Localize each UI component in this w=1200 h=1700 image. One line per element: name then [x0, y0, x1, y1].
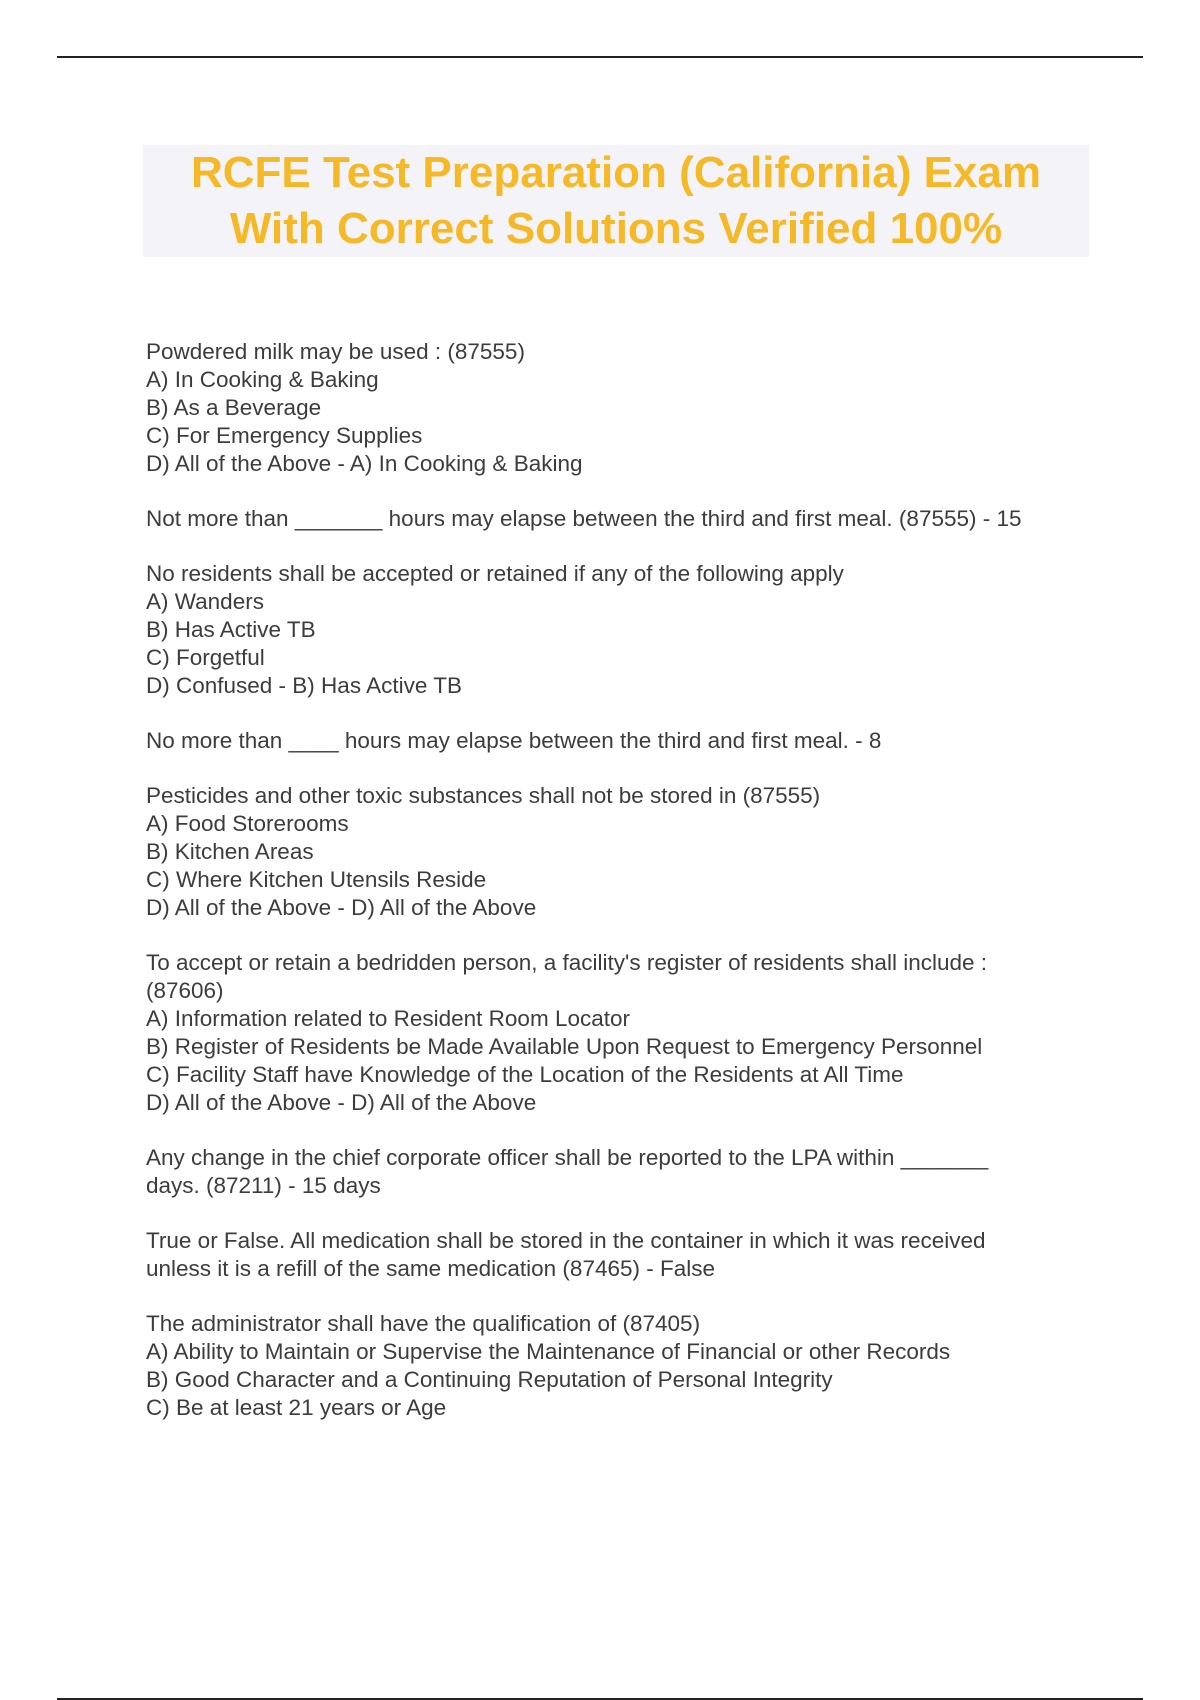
- title-line-2: With Correct Solutions Verified 100%: [229, 204, 1003, 253]
- question-list: [146, 338, 1086, 1449]
- question-block: [146, 727, 1086, 755]
- question-line: days. (87211) - 15 days: [146, 1173, 381, 1198]
- question-line: B) As a Beverage: [146, 395, 322, 420]
- question-line: C) For Emergency Supplies: [146, 423, 423, 448]
- question-line: D) All of the Above - D) All of the Above: [146, 1090, 537, 1115]
- question-block: [146, 1310, 1086, 1422]
- question-line: C) Where Kitchen Utensils Reside: [146, 867, 487, 892]
- question-text: To accept or retain a bedridden person, a facility's register of residents shall include :: [146, 950, 987, 975]
- question-line: unless it is a refill of the same medication (87465) - False: [146, 1256, 716, 1281]
- question-line: C) Be at least 21 years or Age: [146, 1395, 447, 1420]
- question-text: Powdered milk may be used : (87555): [146, 339, 525, 364]
- question-line: B) Register of Residents be Made Available Upon Request to Emergency Personnel: [146, 1034, 983, 1059]
- question-text: Pesticides and other toxic substances shall not be stored in (87555): [146, 783, 821, 808]
- top-rule: [57, 56, 1143, 58]
- question-line: B) Has Active TB: [146, 617, 316, 642]
- question-line: A) Wanders: [146, 589, 264, 614]
- question-block: [146, 505, 1086, 533]
- question-text: No more than ____ hours may elapse between the third and first meal. - 8: [146, 728, 882, 753]
- question-text: Any change in the chief corporate officer shall be reported to the LPA within _______: [146, 1145, 989, 1170]
- question-line: D) All of the Above - D) All of the Above: [146, 895, 537, 920]
- question-line: C) Forgetful: [146, 645, 265, 670]
- question-line: D) Confused - B) Has Active TB: [146, 673, 462, 698]
- question-line: D) All of the Above - A) In Cooking & Baking: [146, 451, 583, 476]
- question-text: The administrator shall have the qualification of (87405): [146, 1311, 701, 1336]
- question-line: B) Good Character and a Continuing Reputation of Personal Integrity: [146, 1367, 833, 1392]
- question-line: C) Facility Staff have Knowledge of the Location of the Residents at All Time: [146, 1062, 904, 1087]
- question-line: A) Ability to Maintain or Supervise the Maintenance of Financial or other Records: [146, 1339, 951, 1364]
- document-title: [143, 145, 1089, 257]
- question-line: B) Kitchen Areas: [146, 839, 314, 864]
- question-text: True or False. All medication shall be stored in the container in which it was received: [146, 1228, 986, 1253]
- question-block: [146, 338, 1086, 478]
- question-line: A) In Cooking & Baking: [146, 367, 379, 392]
- question-text: Not more than _______ hours may elapse between the third and first meal. (87555) - 15: [146, 506, 1022, 531]
- question-block: [146, 782, 1086, 922]
- question-block: [146, 1227, 1086, 1283]
- question-line: A) Information related to Resident Room Locator: [146, 1006, 630, 1031]
- question-text: No residents shall be accepted or retained if any of the following apply: [146, 561, 844, 586]
- question-line: (87606): [146, 978, 224, 1003]
- question-line: A) Food Storerooms: [146, 811, 349, 836]
- question-block: [146, 1144, 1086, 1200]
- question-block: [146, 560, 1086, 700]
- question-block: [146, 949, 1086, 1117]
- title-line-1: RCFE Test Preparation (California) Exam: [190, 148, 1042, 197]
